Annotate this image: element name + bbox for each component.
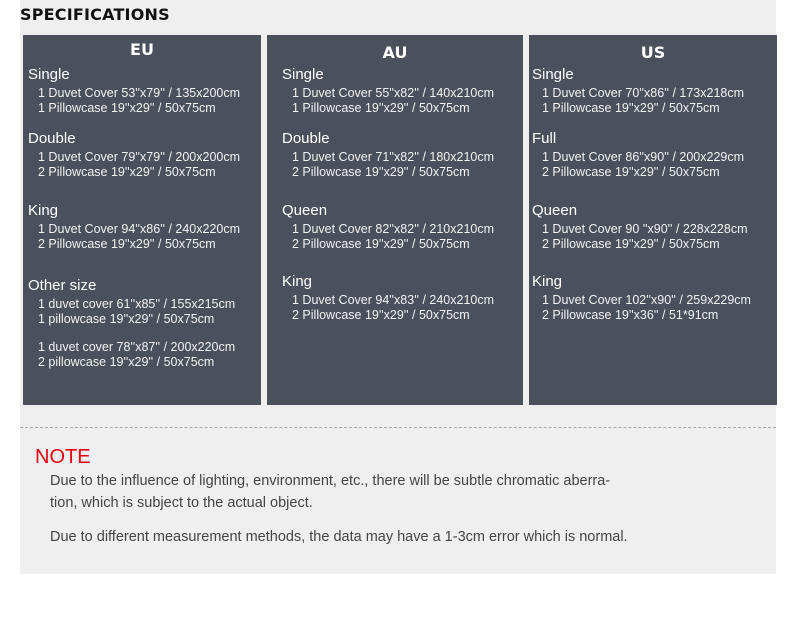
size-detail: 2 Pillowcase 19''x29'' / 50x75cm bbox=[542, 165, 720, 179]
size-name: Single bbox=[532, 66, 574, 83]
size-detail: 1 Duvet Cover 71''x82'' / 180x210cm bbox=[292, 150, 495, 164]
size-detail: 1 Duvet Cover 79''x79'' / 200x200cm bbox=[38, 150, 241, 164]
size-detail: 1 duvet cover 61''x85'' / 155x215cm bbox=[38, 297, 236, 311]
size-name: Full bbox=[532, 130, 557, 147]
size-detail: 1 Duvet Cover 86''x90'' / 200x229cm bbox=[542, 150, 745, 164]
size-group-king bbox=[28, 202, 261, 252]
size-detail: 1 Duvet Cover 53''x79'' / 135x200cm bbox=[38, 86, 241, 100]
size-group-queen bbox=[282, 202, 523, 252]
region-heading: EU bbox=[130, 40, 154, 59]
size-name: Queen bbox=[532, 202, 578, 219]
size-group-king bbox=[532, 273, 777, 323]
region-column-au bbox=[267, 35, 523, 405]
size-group-double bbox=[28, 130, 261, 180]
size-detail: 2 Pillowcase 19''x36'' / 51*91cm bbox=[542, 308, 719, 322]
size-group-other-size-2 bbox=[28, 340, 261, 370]
size-detail: 1 pillowcase 19''x29'' / 50x75cm bbox=[38, 312, 215, 326]
size-detail: 1 Duvet Cover 102''x90'' / 259x229cm bbox=[542, 293, 751, 307]
size-detail: 2 Pillowcase 19''x29'' / 50x75cm bbox=[38, 165, 216, 179]
size-detail: 2 Pillowcase 19''x29'' / 50x75cm bbox=[292, 308, 470, 322]
size-name: Double bbox=[282, 130, 330, 147]
size-detail: 1 Duvet Cover 70''x86'' / 173x218cm bbox=[542, 86, 745, 100]
size-group-single bbox=[28, 66, 261, 116]
size-detail: 1 Duvet Cover 94''x86'' / 240x220cm bbox=[38, 222, 241, 236]
size-detail: 1 Pillowcase 19''x29'' / 50x75cm bbox=[292, 101, 470, 115]
note-text: Due to the influence of lighting, environment, etc., there will be subtle chromatic aberra- bbox=[50, 473, 611, 489]
size-group-single bbox=[532, 66, 777, 116]
size-name: King bbox=[532, 273, 563, 290]
note-text: Due to different measurement methods, the data may have a 1-3cm error which is normal. bbox=[50, 529, 628, 545]
note-text: tion, which is subject to the actual object. bbox=[50, 495, 313, 511]
size-detail: 2 Pillowcase 19''x29'' / 50x75cm bbox=[292, 165, 470, 179]
region-column-us bbox=[529, 35, 777, 405]
size-name: King bbox=[282, 273, 313, 290]
size-detail: 2 Pillowcase 19''x29'' / 50x75cm bbox=[542, 237, 720, 251]
size-group-king bbox=[282, 273, 523, 323]
region-heading: AU bbox=[382, 43, 408, 62]
size-group-full bbox=[532, 130, 777, 180]
section-divider bbox=[20, 427, 776, 428]
size-name: King bbox=[28, 202, 59, 219]
size-detail: 1 Duvet Cover 90 ''x90'' / 228x228cm bbox=[542, 222, 748, 236]
specifications-title: SPECIFICATIONS bbox=[20, 5, 170, 24]
size-group-double bbox=[282, 130, 523, 180]
size-name: Double bbox=[28, 130, 76, 147]
size-name: Other size bbox=[28, 277, 97, 294]
size-name: Single bbox=[28, 66, 70, 83]
size-group-other-size bbox=[28, 277, 261, 327]
size-name: Single bbox=[282, 66, 324, 83]
note-title: NOTE bbox=[35, 446, 91, 468]
region-column-eu bbox=[23, 35, 261, 405]
size-detail: 1 Pillowcase 19''x29'' / 50x75cm bbox=[38, 101, 216, 115]
region-heading: US bbox=[640, 43, 666, 62]
size-detail: 2 Pillowcase 19''x29'' / 50x75cm bbox=[38, 237, 216, 251]
size-detail: 2 Pillowcase 19''x29'' / 50x75cm bbox=[292, 237, 470, 251]
size-group-single bbox=[282, 66, 523, 116]
size-name: Queen bbox=[282, 202, 328, 219]
size-detail: 2 pillowcase 19''x29'' / 50x75cm bbox=[38, 355, 215, 369]
size-group-queen bbox=[532, 202, 777, 252]
size-detail: 1 Duvet Cover 82''x82'' / 210x210cm bbox=[292, 222, 495, 236]
size-detail: 1 Duvet Cover 55''x82'' / 140x210cm bbox=[292, 86, 495, 100]
size-detail: 1 Pillowcase 19''x29'' / 50x75cm bbox=[542, 101, 720, 115]
size-detail: 1 Duvet Cover 94''x83'' / 240x210cm bbox=[292, 293, 495, 307]
size-detail: 1 duvet cover 78''x87'' / 200x220cm bbox=[38, 340, 236, 354]
